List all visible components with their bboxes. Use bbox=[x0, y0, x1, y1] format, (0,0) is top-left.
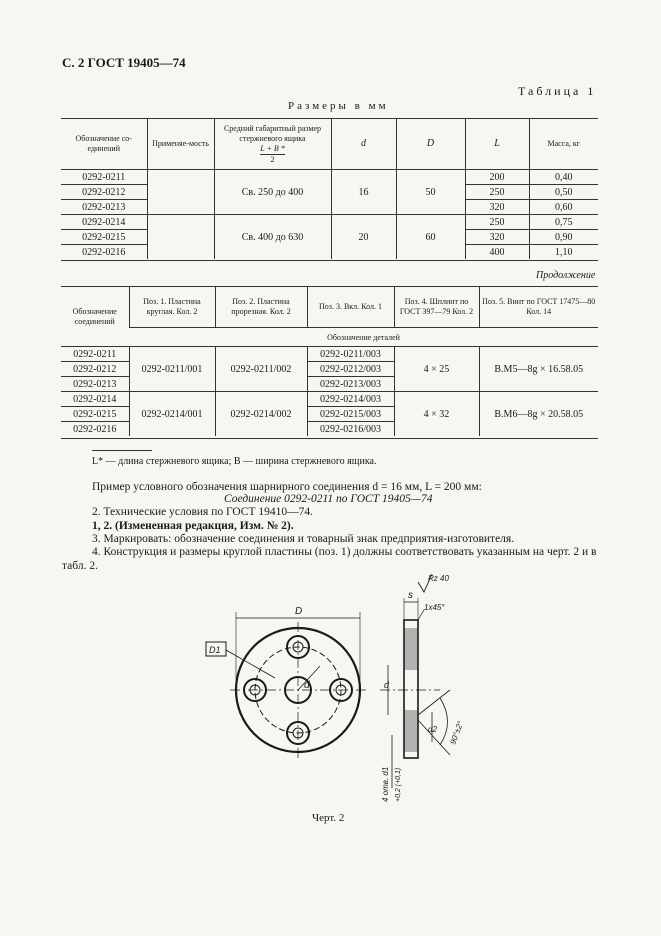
drawing-figure-2 bbox=[0, 570, 661, 810]
label-s: s bbox=[408, 590, 413, 601]
angle-line-a bbox=[418, 690, 450, 715]
row-code: 0292-0216 bbox=[82, 246, 126, 258]
footnote: L* — длина стержневого ящика; B — ширина стержневого ящика. bbox=[92, 456, 377, 467]
row-p3: 0292-0213/003 bbox=[307, 377, 394, 392]
row-L: 250 bbox=[465, 215, 529, 230]
table-1 bbox=[61, 118, 598, 259]
footnote-rule bbox=[92, 450, 152, 451]
row-code: 0292-0214 bbox=[61, 215, 147, 230]
row-p3: 0292-0216/003 bbox=[307, 422, 394, 437]
group-size: Св. 400 до 630 bbox=[214, 215, 331, 260]
row-code: 0292-0212 bbox=[61, 362, 129, 377]
group-p1: 0292-0211/001 bbox=[129, 347, 215, 392]
frac-num: L + B * bbox=[260, 143, 285, 153]
group-d: 20 bbox=[331, 215, 396, 260]
table-1-continued bbox=[61, 286, 598, 436]
col2-designation: Обозначение соединений bbox=[61, 287, 129, 347]
item-3: 3. Маркировать: обозначение соединения и товарный знак предприятия-изготовителя. bbox=[92, 533, 515, 545]
section-hatch-bottom bbox=[404, 710, 418, 752]
label-angle: 90°±2° bbox=[448, 719, 466, 746]
page-header: С. 2 ГОСТ 19405—74 bbox=[62, 55, 186, 70]
row-mass: 1,10 bbox=[529, 245, 598, 260]
group-d: 16 bbox=[331, 170, 396, 215]
row-mass: 0,75 bbox=[529, 215, 598, 230]
col2-pos2: Поз. 2. Пластина прорезная. Кол. 2 bbox=[215, 287, 307, 328]
label-tolerance: +0,2 (+0,1) bbox=[395, 767, 402, 802]
row-code: 0292-0216 bbox=[73, 423, 117, 435]
table-row bbox=[61, 392, 598, 407]
label-d2: d2 bbox=[428, 725, 437, 734]
row-mass: 0,40 bbox=[529, 170, 598, 185]
row-code: 0292-0212 bbox=[61, 185, 147, 200]
continuation-label: Продолжение bbox=[536, 270, 596, 281]
label-D: D bbox=[295, 606, 303, 617]
row-code: 0292-0211 bbox=[61, 347, 129, 362]
example-line: Пример условного обозначения шарнирного соединения d = 16 мм, L = 200 мм: bbox=[92, 481, 482, 493]
col-applicability: Применяе-мость bbox=[147, 119, 214, 170]
row-applicability bbox=[147, 170, 214, 215]
frac-den: 2 bbox=[270, 154, 275, 164]
row-code: 0292-0214 bbox=[61, 392, 129, 407]
group-p4: 4 × 25 bbox=[394, 347, 479, 392]
row-mass: 0,60 bbox=[529, 200, 598, 215]
table-row bbox=[61, 215, 598, 230]
label-chamfer: 1x45° bbox=[424, 603, 445, 612]
units-label: Размеры в мм bbox=[288, 100, 389, 112]
col-designation: Обозначение со-единений bbox=[61, 119, 147, 170]
col-size-text: Средний габаритный размер стержневого ящика bbox=[223, 123, 322, 143]
table-label: Таблица 1 bbox=[518, 84, 597, 98]
row-applicability bbox=[147, 215, 214, 260]
row-mass: 0,90 bbox=[529, 230, 598, 245]
table-2-bottom-rule bbox=[61, 438, 598, 439]
row-code: 0292-0215 bbox=[61, 230, 147, 245]
col2-pos4: Поз. 4. Шплинт по ГОСТ 397—79 Кол. 2 bbox=[394, 287, 479, 328]
table-row bbox=[61, 347, 598, 362]
col-L: L bbox=[465, 119, 529, 170]
col-D: D bbox=[396, 119, 465, 170]
angle-arc bbox=[440, 698, 448, 745]
figure-caption: Черт. 2 bbox=[312, 812, 345, 824]
row-code: 0292-0213 bbox=[61, 377, 129, 392]
group-p4: 4 × 32 bbox=[394, 392, 479, 437]
col-size bbox=[214, 119, 331, 170]
col2-pos1: Поз. 1. Пластина круглая. Кол. 2 bbox=[129, 287, 215, 328]
row-p3: 0292-0214/003 bbox=[307, 392, 394, 407]
label-section-d: d bbox=[384, 680, 390, 690]
D1-leader bbox=[226, 650, 275, 678]
row-mass: 0,50 bbox=[529, 185, 598, 200]
label-holes: 4 отв. d1 bbox=[381, 766, 390, 802]
row-L: 400 bbox=[465, 245, 529, 260]
group-p1: 0292-0214/001 bbox=[129, 392, 215, 437]
group-p2: 0292-0211/002 bbox=[215, 347, 307, 392]
group-D: 50 bbox=[396, 170, 465, 215]
row-L: 320 bbox=[465, 200, 529, 215]
label-roughness: Rz 40 bbox=[428, 574, 449, 583]
row-L: 320 bbox=[465, 230, 529, 245]
group-p2: 0292-0214/002 bbox=[215, 392, 307, 437]
item-amendment: 1, 2. (Измененная редакция, Изм. № 2). bbox=[92, 520, 294, 532]
group-p5: В.М6—8g × 20.58.05 bbox=[479, 392, 598, 437]
example-designation: Соединение 0292-0211 по ГОСТ 19405—74 bbox=[224, 493, 433, 505]
table-row bbox=[61, 170, 598, 185]
group-p5: В.М5—8g × 16.58.05 bbox=[479, 347, 598, 392]
row-p3: 0292-0212/003 bbox=[307, 362, 394, 377]
col-d: d bbox=[331, 119, 396, 170]
group-size: Св. 250 до 400 bbox=[214, 170, 331, 215]
col2-pos3: Поз. 3. Вкл. Кол. 1 bbox=[307, 287, 394, 328]
label-D1: D1 bbox=[209, 645, 221, 655]
item-2: 2. Технические условия по ГОСТ 19410—74. bbox=[92, 506, 313, 518]
col-mass: Масса, кг bbox=[529, 119, 598, 170]
row-L: 200 bbox=[465, 170, 529, 185]
group-D: 60 bbox=[396, 215, 465, 260]
section-hatch-top bbox=[404, 628, 418, 670]
label-d: d bbox=[304, 680, 310, 691]
col2-subheader: Обозначение деталей bbox=[129, 328, 598, 347]
row-code: 0292-0213 bbox=[61, 200, 147, 215]
row-p3: 0292-0215/003 bbox=[307, 407, 394, 422]
row-L: 250 bbox=[465, 185, 529, 200]
table-1-bottom-rule bbox=[61, 260, 598, 261]
row-code: 0292-0215 bbox=[61, 407, 129, 422]
col2-pos5: Поз. 5. Винт по ГОСТ 17475—80 Кол. 14 bbox=[479, 287, 598, 328]
row-p3: 0292-0211/003 bbox=[307, 347, 394, 362]
item-4: 4. Конструкция и размеры круглой пластины (поз. 1) должны соответствовать указанным на черт. 2 и в табл. 2. bbox=[62, 546, 597, 572]
row-code: 0292-0211 bbox=[61, 170, 147, 185]
